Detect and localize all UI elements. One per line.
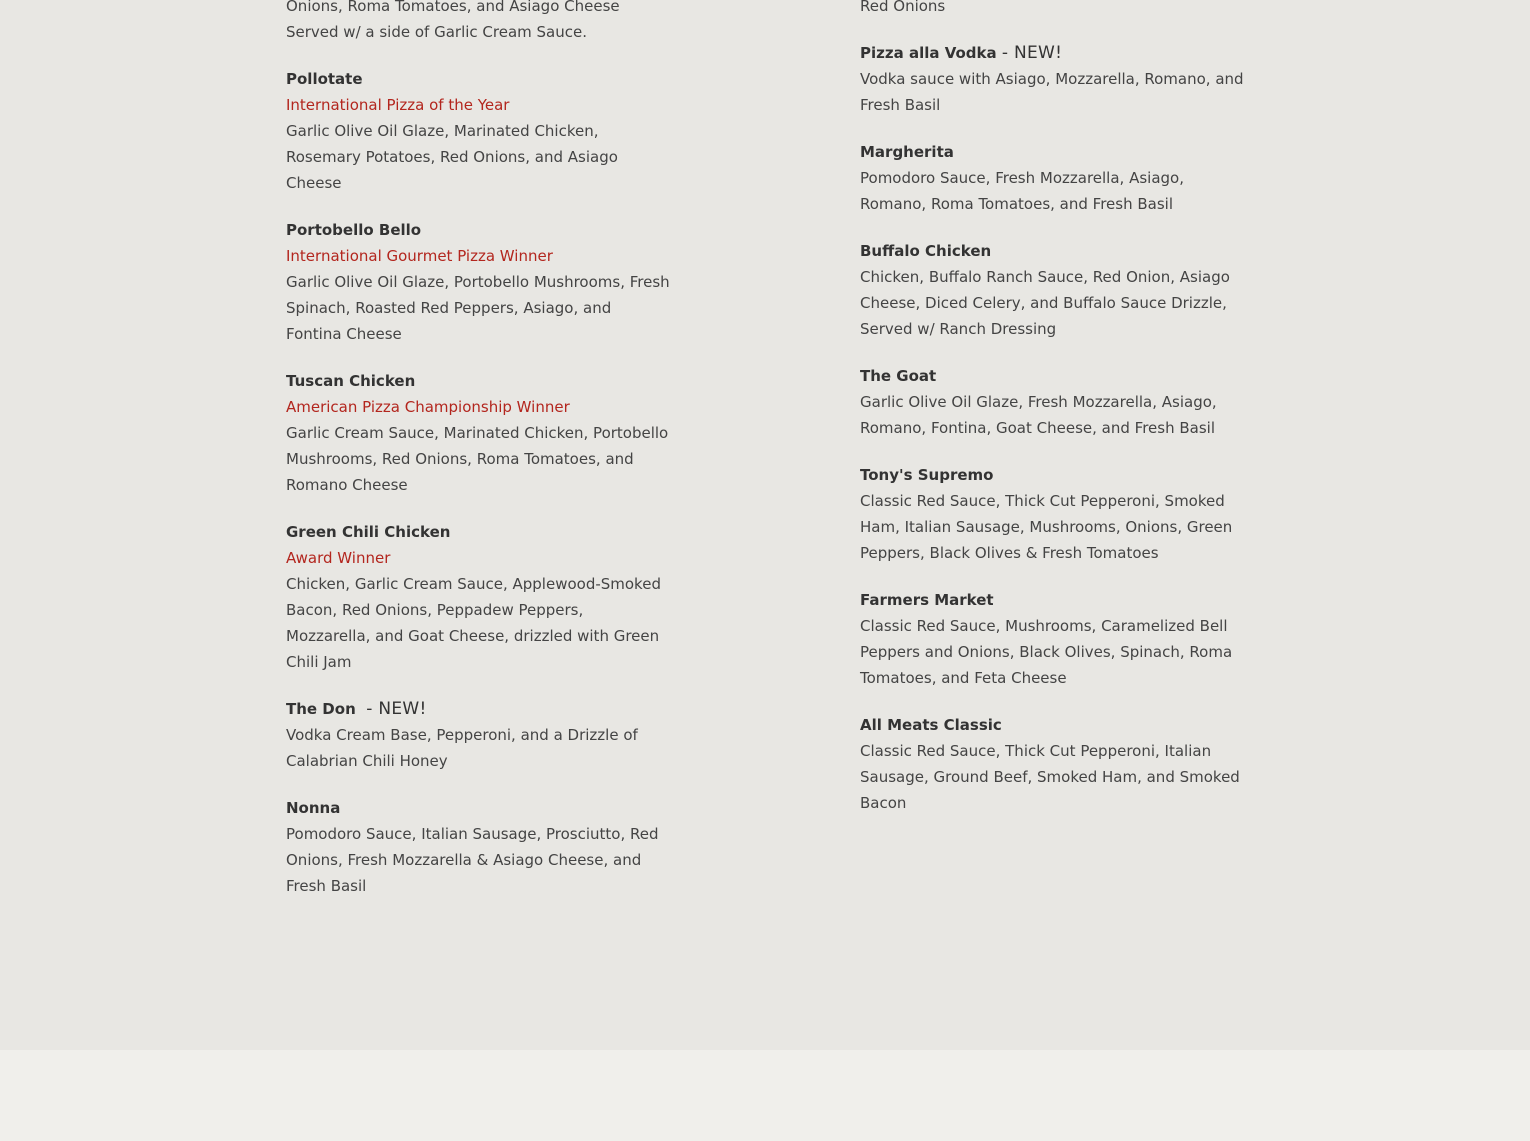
menu-item-name [860,238,1250,264]
menu-column-right [860,0,1250,837]
menu-item-description: Garlic Olive Oil Glaze, Marinated Chicken, Rosemary Potatoes, Red Onions, and Asiago Cheese [286,122,618,192]
menu-item [860,363,1250,441]
menu-item [860,587,1250,691]
menu-item-award: American Pizza Championship Winner [286,398,570,416]
menu-item [286,696,676,774]
menu-item-name [860,712,1250,738]
menu-item-description: Garlic Olive Oil Glaze, Fresh Mozzarella, Asiago, Romano, Fontina, Goat Cheese, and Fresh Basil [860,393,1217,437]
menu-item-description: Classic Red Sauce, Thick Cut Pepperoni, Smoked Ham, Italian Sausage, Mushrooms, Onions, Green Peppers, Black Olives & Fresh Tomatoes [860,492,1233,562]
menu-item-name [860,40,1250,66]
menu-item-name [286,66,676,92]
menu-item-name-text: Margherita [860,143,954,161]
menu-item-description: Classic Red Sauce, Mushrooms, Caramelized Bell Peppers and Onions, Black Olives, Spinach, Roma Tomatoes, and Feta Cheese [860,617,1233,687]
menu-item-name [860,363,1250,389]
menu-item [286,519,676,675]
menu-item-description: Pomodoro Sauce, Fresh Mozzarella, Asiago, Romano, Roma Tomatoes, and Fresh Basil [860,169,1184,213]
menu-item [286,368,676,498]
menu-item-description: Red Onions [860,0,946,15]
page-footer [0,1050,1530,1141]
menu-item [860,462,1250,566]
new-badge: - NEW! [1001,43,1063,63]
menu-item-name [286,696,676,722]
menu-item [860,238,1250,342]
menu-item-award: Award Winner [286,549,391,567]
menu-item [286,0,676,45]
menu-item-description: Garlic Olive Oil Glaze, Portobello Mushrooms, Fresh Spinach, Roasted Red Peppers, Asiago, and Fontina Cheese [286,273,670,343]
menu-item-name-text: Tuscan Chicken [286,372,416,390]
menu-item-name-text: Nonna [286,799,341,817]
menu-item-name-text: Pollotate [286,70,363,88]
menu-item-name-text: All Meats Classic [860,716,1002,734]
menu-item [860,139,1250,217]
menu-item-name-text: Buffalo Chicken [860,242,992,260]
menu-item-name [860,139,1250,165]
menu-item-name-text: Pizza alla Vodka [860,44,1002,62]
new-badge: - NEW! [366,699,427,719]
menu-item [286,795,676,899]
menu-item [860,712,1250,816]
menu-item-name-text: The Goat [860,367,937,385]
menu-item-description: Classic Red Sauce, Thick Cut Pepperoni, Italian Sausage, Ground Beef, Smoked Ham, and Smoked Bacon [860,742,1240,812]
menu-item [860,0,1250,19]
menu-item-description: Vodka sauce with Asiago, Mozzarella, Romano, and Fresh Basil [860,70,1244,114]
menu-item-name-text: The Don [286,700,367,718]
menu-column-left [286,0,676,920]
menu-item-name-text: Farmers Market [860,591,994,609]
menu-item [860,40,1250,118]
menu-item [286,66,676,196]
menu-item-name-text: Green Chili Chicken [286,523,451,541]
menu-item-description: Vodka Cream Base, Pepperoni, and a Drizzle of Calabrian Chili Honey [286,726,638,770]
menu-item-name [860,587,1250,613]
menu-item-name-text: Portobello Bello [286,221,422,239]
menu-item-description: Chicken, Garlic Cream Sauce, Applewood-Smoked Bacon, Red Onions, Peppadew Peppers, Mozzarella, and Goat Cheese, drizzled with Green Chili Jam [286,575,661,671]
menu-item-name [286,795,676,821]
menu-item-name [286,217,676,243]
menu-item-description: Garlic Cream Sauce, Marinated Chicken, Portobello Mushrooms, Red Onions, Roma Tomatoes, and Romano Cheese [286,424,669,494]
menu-item-name [860,462,1250,488]
menu-item-name [286,368,676,394]
menu-item [286,217,676,347]
menu-item-description: Chicken, Buffalo Ranch Sauce, Red Onion, Asiago Cheese, Diced Celery, and Buffalo Sauce Drizzle, Served w/ Ranch Dressing [860,268,1230,338]
menu-item-description: Onions, Roma Tomatoes, and Asiago Cheese Served w/ a side of Garlic Cream Sauce. [286,0,620,41]
menu-item-description: Pomodoro Sauce, Italian Sausage, Prosciutto, Red Onions, Fresh Mozzarella & Asiago Cheese, and Fresh Basil [286,825,659,895]
menu-item-name [286,519,676,545]
menu-item-name-text: Tony's Supremo [860,466,994,484]
menu-item-award: International Gourmet Pizza Winner [286,247,553,265]
menu-item-award: International Pizza of the Year [286,96,510,114]
